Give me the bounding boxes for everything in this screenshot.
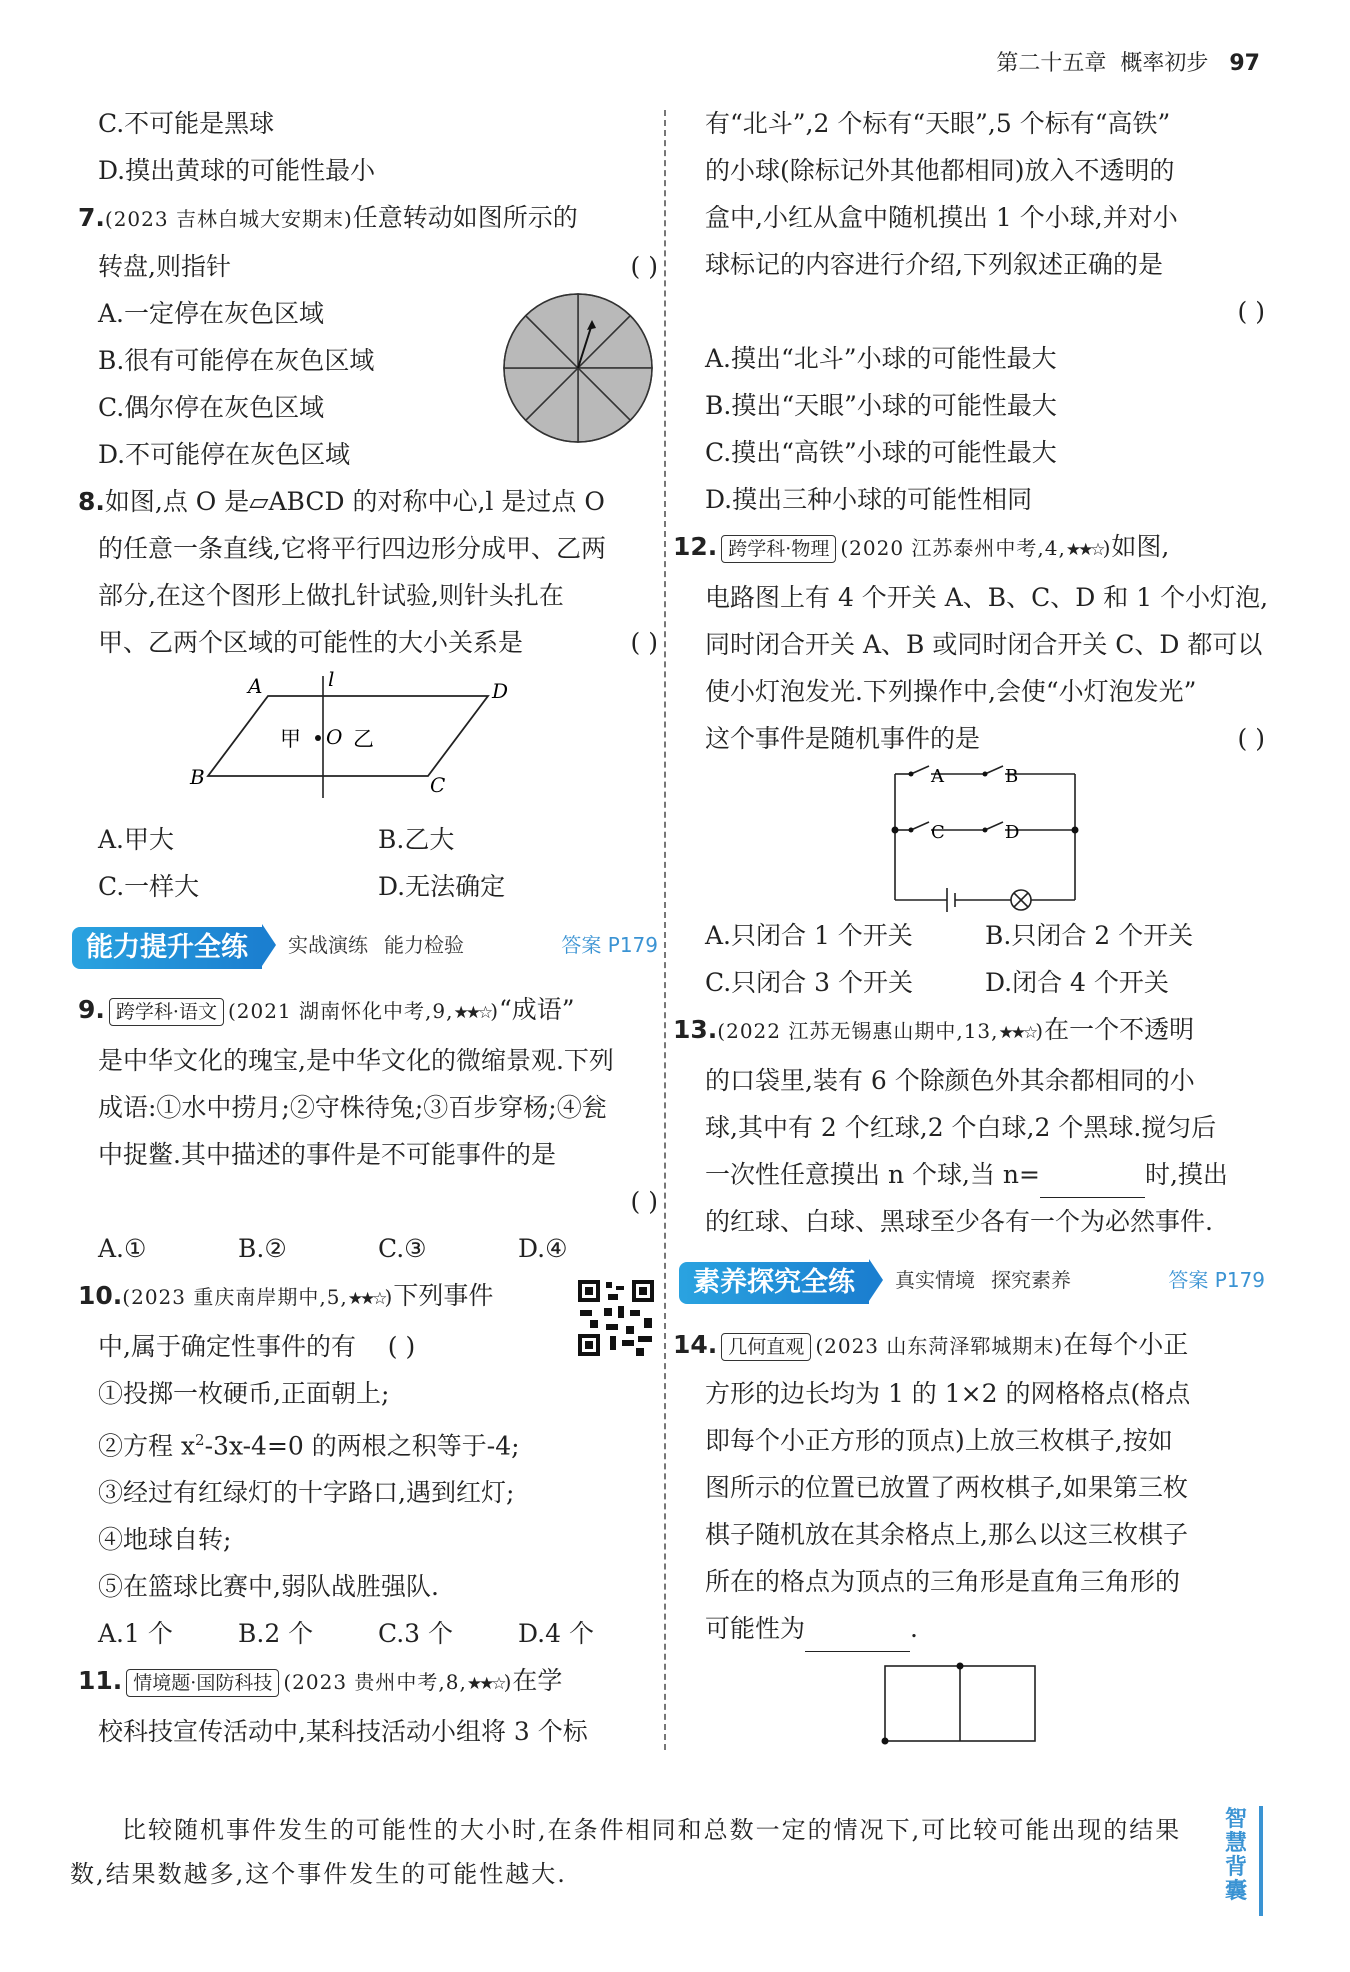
q7-option-b: B.很有可能停在灰色区域 (98, 346, 375, 375)
banner-sub-2: 探究素养 (991, 1268, 1071, 1292)
q14-line-5: 棋子随机放在其余格点上,那么以这三枚棋子 (705, 1520, 1188, 1549)
q10-source-end: ) (384, 1285, 394, 1309)
q14-line-3: 即每个小正方形的顶点)上放三枚棋子,按如 (705, 1426, 1173, 1455)
q9-tag: 跨学科·语文 (109, 998, 224, 1026)
q8-options-row-1 (78, 816, 658, 863)
q7-source: (2023 吉林白城大安期末) (104, 207, 353, 231)
q12-options-row-1 (685, 912, 1265, 959)
q9-line-3: 成语:①水中捞月;②守株待兔;③百步穿杨;④瓮 (98, 1093, 607, 1122)
q11-number: 11. (78, 1666, 123, 1696)
q7-stem-1: 任意转动如图所示的 (352, 203, 578, 232)
q14-last-a: 可能性为 (705, 1614, 806, 1643)
q10-item-5: ⑤在篮球比赛中,弱队战胜强队. (98, 1572, 439, 1602)
left-column (78, 100, 658, 1755)
q8-answer-paren: ( ) (630, 628, 658, 657)
q14-line-2: 方形的边长均为 1 的 1×2 的网格格点(格点 (705, 1379, 1191, 1408)
q13-source-end: ) (1035, 1019, 1045, 1043)
tips-footer (70, 1808, 1190, 1896)
q8-options-row-2 (78, 863, 658, 910)
q10-item-1: ①投掷一枚硬币,正面朝上; (98, 1379, 390, 1408)
chapter-label: 第二十五章 (996, 51, 1107, 76)
q11-cont-1: 有“北斗”,2 个标有“天眼”,5 个标有“高铁” (705, 109, 1171, 138)
q12-tag: 跨学科·物理 (721, 535, 836, 563)
q12-source: (2020 江苏泰州中考,4, (840, 536, 1066, 560)
q13-answer-blank[interactable] (1040, 1167, 1145, 1198)
q12-option-d: D.闭合 4 个开关 (985, 968, 1169, 997)
q7-option-a: A.一定停在灰色区域 (98, 299, 325, 328)
q13-line-4-a: 一次性任意摸出 n 个球,当 n= (705, 1160, 1040, 1189)
q9-line-2: 是中华文化的瑰宝,是中华文化的微缩景观.下列 (98, 1046, 614, 1075)
section-banner-ability (72, 924, 658, 976)
q11-cont-3: 盒中,小红从盒中随机摸出 1 个小球,并对小 (705, 203, 1178, 232)
q13-line-2: 的口袋里,装有 6 个除颜色外其余都相同的小 (705, 1066, 1195, 1095)
q11-option-d: D.摸出三种小球的可能性相同 (705, 485, 1033, 514)
q9-option-c: C.③ (378, 1234, 427, 1263)
q14-line-6: 所在的格点为顶点的三角形是直角三角形的 (705, 1567, 1181, 1596)
answer-reference: 答案 P179 (1168, 1268, 1265, 1292)
q12-number: 12. (673, 532, 718, 561)
difficulty-stars-icon: ★★☆ (1065, 540, 1103, 560)
q9-source: (2021 湖南怀化中考,9, (227, 999, 454, 1023)
q11-stem-2: 校科技宣传活动中,某科技活动小组将 3 个标 (98, 1717, 588, 1747)
q10-item-4: ④地球自转; (98, 1525, 232, 1555)
switch-label-D: D (1005, 822, 1020, 843)
q8-number: 8. (78, 487, 105, 516)
q14-source: (2023 山东菏泽郓城期末) (815, 1334, 1064, 1358)
label-l: l (328, 667, 335, 691)
q11-cont-2: 的小球(除标记外其他都相同)放入不透明的 (705, 156, 1175, 185)
label-A: A (248, 674, 263, 698)
q12-option-a: A.只闭合 1 个开关 (705, 921, 913, 950)
q11-option-a: A.摸出“北斗”小球的可能性最大 (705, 344, 1057, 373)
q10-options (78, 1610, 658, 1657)
q10-item-2 (78, 1417, 658, 1469)
q11-answer-paren: ( ) (1237, 297, 1265, 326)
qr-code-icon[interactable] (576, 1278, 656, 1358)
q13-line-4-b: 时,摸出 (1144, 1160, 1228, 1189)
side-accent-bar (1259, 1806, 1263, 1916)
q8-option-b: B.乙大 (378, 825, 455, 854)
q9-option-b: B.② (238, 1234, 287, 1263)
q10-option-a: A.1 个 (98, 1619, 173, 1649)
q8-line-2: 的任意一条直线,它将平行四边形分成甲、乙两 (98, 534, 606, 563)
q8-option-c: C.一样大 (98, 872, 200, 901)
label-jia: 甲 (280, 727, 301, 751)
tips-line-1: 比较随机事件发生的可能性的大小时,在条件相同和总数一定的情况下,可比较可能出现的结果 (122, 1816, 1182, 1844)
q6-option-c: C.不可能是黑球 (98, 109, 275, 138)
q10-item-2-b: -3x-4=0 的两根之积等于-4; (204, 1431, 520, 1461)
switch-label-C: C (931, 822, 945, 843)
q8-line-4: 甲、乙两个区域的可能性的大小关系是 (98, 628, 524, 657)
q10-source: (2023 重庆南岸期中,5, (122, 1285, 348, 1309)
q11-cont-4: 球标记的内容进行介绍,下列叙述正确的是 (705, 250, 1163, 279)
switch-label-B: B (1005, 766, 1019, 787)
q8-option-a: A.甲大 (98, 825, 175, 854)
q12-source-end: ) (1102, 536, 1112, 560)
q10-answer-paren: ( ) (387, 1332, 416, 1361)
answer-reference: 答案 P179 (561, 933, 658, 957)
question-14 (673, 1321, 1265, 1748)
section-banner-literacy (679, 1259, 1265, 1311)
page-number: 97 (1229, 51, 1260, 76)
q11-stem-1: 在学 (512, 1666, 563, 1696)
q7-answer-paren: ( ) (630, 252, 658, 281)
q8-line-1: 如图,点 O 是▱ABCD 的对称中心,l 是过点 O (104, 487, 605, 516)
banner-title: 素养探究全练 (679, 1262, 869, 1304)
q12-line-3: 同时闭合开关 A、B 或同时闭合开关 C、D 都可以 (705, 630, 1263, 659)
q12-line-2: 电路图上有 4 个开关 A、B、C、D 和 1 个小灯泡, (705, 583, 1269, 612)
q13-stem-1: 在一个不透明 (1044, 1015, 1195, 1044)
q13-source: (2022 江苏无锡惠山期中,13, (717, 1019, 999, 1043)
banner-title: 能力提升全练 (72, 927, 262, 969)
q11-source: (2023 贵州中考,8, (283, 1670, 467, 1695)
q10-stem-2: 中,属于确定性事件的有 (98, 1332, 356, 1361)
q11-option-b: B.摸出“天眼”小球的可能性最大 (705, 391, 1057, 420)
page-header (996, 46, 1260, 77)
column-divider (664, 110, 666, 1750)
q10-item-3: ③经过有红绿灯的十字路口,遇到红灯; (98, 1478, 515, 1508)
banner-sub-1: 真实情境 (895, 1268, 975, 1292)
q12-options-row-2 (685, 959, 1265, 1006)
chapter-title: 概率初步 (1120, 51, 1209, 76)
q13-line-3: 球,其中有 2 个红球,2 个白球,2 个黑球.搅匀后 (705, 1113, 1217, 1142)
q14-last-b: . (910, 1614, 918, 1643)
q13-line-5: 的红球、白球、黑球至少各有一个为必然事件. (705, 1207, 1213, 1236)
right-column (673, 100, 1269, 1748)
q12-stem-1: 如图, (1111, 532, 1170, 561)
q14-answer-blank[interactable] (805, 1621, 910, 1652)
question-7 (78, 194, 658, 478)
question-9 (78, 986, 658, 1272)
q11-tag: 情境题·国防科技 (126, 1669, 279, 1697)
q8-option-d: D.无法确定 (378, 872, 506, 901)
q13-number: 13. (673, 1015, 718, 1044)
q7-number: 7. (78, 203, 105, 232)
q10-option-d: D.4 个 (518, 1619, 594, 1649)
q9-stem-1: “成语” (499, 995, 575, 1024)
question-11 (78, 1657, 658, 1755)
chevron-right-icon (869, 1259, 883, 1301)
q9-line-4: 中捉鳖.其中描述的事件是不可能事件的是 (98, 1140, 556, 1169)
banner-sub-1: 实战演练 (288, 933, 368, 957)
q10-item-2-sup: 2 (195, 1431, 205, 1449)
q9-answer-paren: ( ) (630, 1187, 658, 1216)
q14-stem-1: 在每个小正 (1063, 1330, 1189, 1359)
q14-tag: 几何直观 (721, 1333, 811, 1361)
difficulty-stars-icon: ★★☆ (466, 1674, 504, 1695)
q9-options (78, 1225, 658, 1272)
q14-number: 14. (673, 1330, 718, 1359)
q11-option-c: C.摸出“高铁”小球的可能性最大 (705, 438, 1057, 467)
q12-line-4: 使小灯泡发光.下列操作中,会使“小灯泡发光” (705, 677, 1197, 706)
q12-line-5: 这个事件是随机事件的是 (705, 724, 981, 753)
q7-option-c: C.偶尔停在灰色区域 (98, 393, 325, 422)
difficulty-stars-icon: ★★☆ (347, 1289, 385, 1309)
q9-source-end: ) (490, 999, 499, 1023)
circuit-diagram (685, 762, 1245, 912)
banner-sub-2: 能力检验 (384, 933, 464, 957)
question-8 (78, 478, 658, 910)
q6-option-d: D.摸出黄球的可能性最小 (98, 156, 376, 185)
q9-number: 9. (78, 995, 105, 1024)
label-D: D (492, 679, 509, 703)
q8-line-3: 部分,在这个图形上做扎针试验,则针头扎在 (98, 581, 564, 610)
chevron-right-icon (262, 924, 276, 966)
q12-answer-paren: ( ) (1237, 724, 1265, 753)
q14-line-4: 图所示的位置已放置了两枚棋子,如果第三枚 (705, 1473, 1188, 1502)
q7-option-d: D.不可能停在灰色区域 (98, 440, 351, 469)
label-O: O (326, 725, 343, 749)
q10-option-c: C.3 个 (378, 1619, 454, 1649)
q11-source-end: ) (503, 1670, 513, 1695)
q10-item-2-a: ②方程 x (98, 1431, 196, 1461)
question-13 (673, 1006, 1265, 1245)
q7-stem-2: 转盘,则指针 (98, 252, 231, 281)
tips-line-2: 数,结果数越多,这个事件发生的可能性越大. (70, 1860, 567, 1888)
wisdom-tag: 智慧背囊 (1225, 1807, 1248, 1904)
label-B: B (190, 765, 205, 789)
difficulty-stars-icon: ★★☆ (453, 1003, 491, 1023)
q12-option-c: C.只闭合 3 个开关 (705, 968, 913, 997)
label-C: C (430, 773, 446, 797)
q10-option-b: B.2 个 (238, 1619, 314, 1649)
difficulty-stars-icon: ★★☆ (998, 1023, 1036, 1043)
q10-stem-1: 下列事件 (393, 1281, 494, 1310)
parallelogram-diagram (78, 666, 638, 816)
switch-label-A: A (931, 766, 944, 787)
q9-option-a: A.① (98, 1234, 147, 1263)
label-yi: 乙 (353, 727, 374, 751)
q9-option-d: D.④ (518, 1234, 568, 1263)
spinner-diagram (498, 288, 658, 448)
grid-diagram (685, 1658, 1245, 1748)
question-10 (78, 1272, 658, 1657)
q10-number: 10. (78, 1281, 123, 1310)
q12-option-b: B.只闭合 2 个开关 (985, 921, 1194, 950)
question-12 (673, 523, 1269, 1006)
